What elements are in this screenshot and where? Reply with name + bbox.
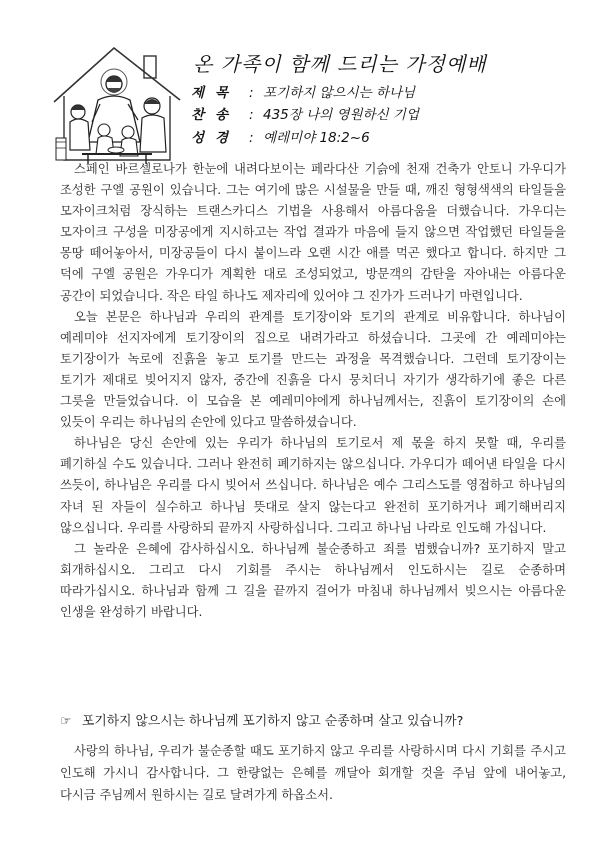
sermon-body bbox=[60, 159, 566, 623]
meta-row-topic: 제목 : 포기하지 않으시는 하나님 bbox=[191, 81, 571, 101]
body-paragraph: 하나님은 당신 손안에 있는 우리가 하나님의 토기로서 제 몫을 하지 못할 때, 우리를 폐기하실 수도 있습니다. 그러나 완전히 폐기하지는 않으십니다. 가우디가 떼어낸 타일을 다시 쓰듯이, 하나님은 우리를 다시 빚어서 쓰십니다. 하나님은 예수 그리스도를 영접하고 하나님의 자녀 된 자들이 실수하고 하나님 뜻대로 살지 않는다고 완전히 포기하거나 폐기해버리지 않으십니다. 우리를 사랑하되 끝까지 사랑하십니다. 그리고 하나님 나라로 인도해 가십니다. bbox=[60, 436, 566, 535]
question-text: 포기하지 않으시는 하나님께 포기하지 않고 순종하며 살고 있습니까? bbox=[82, 714, 464, 729]
prayer-text: 사랑의 하나님, 우리가 불순종할 때도 포기하지 않고 우리를 사랑하시며 다시 기회를 주시고 인도해 가시니 감사합니다. 그 한량없는 은혜를 깨달아 회개할 것을 주님 앞에 내어놓고, 다시금 주님께서 원하시는 길로 달려가게 하옵소서. bbox=[60, 744, 566, 802]
body-paragraph: 그 놀라운 은혜에 감사하십시오. 하나님께 불순종하고 죄를 범했습니까? 포기하지 말고 회개하십시오. 그리고 다시 기회를 주시는 하나님께서 인도하시는 길로 순종하며 따라가십시오. 하나님과 함께 그 길을 끝까지 걸어가 마침내 하나님께서 빚으시는 아름다운 인생을 완성하기 바랍니다. bbox=[60, 541, 566, 619]
meta-label: 제목 bbox=[191, 85, 240, 101]
page-title: 온 가족이 함께 드리는 가정예배 bbox=[193, 52, 487, 76]
meta-label: 찬송 bbox=[191, 107, 240, 123]
body-paragraph: 오늘 본문은 하나님과 우리의 관계를 토기장이와 토기의 관계로 비유합니다. 하나님이 예레미야 선지자에게 토기장이의 집으로 내려가라고 하셨습니다. 그곳에 간 예레미야는 토기장이가 녹로에 진흙을 놓고 토기를 만드는 과정을 목격했습니다. 그런데 토기장이는 토기가 제대로 빚어지지 않자, 중간에 진흙을 다시 뭉치더니 자기가 생각하기에 좋은 다른 그릇을 만들었습니다. 이 모습을 본 예레미야에게 하나님께서는, 진흙이 토기장이의 손에 있듯이 우리는 하나님의 손안에 있다고 말씀하셨습니다. bbox=[60, 309, 566, 430]
meta-row-hymn: 찬송 : 435장 나의 영원하신 기업 bbox=[191, 103, 571, 123]
pointing-hand-icon: ☞ bbox=[60, 714, 72, 729]
meta-row-scripture: 성경 : 예레미야 18:2~6 bbox=[191, 126, 571, 146]
reflection-question bbox=[60, 710, 566, 729]
meta-value: 435장 나의 영원하신 기업 bbox=[263, 107, 420, 123]
meta-label: 성경 bbox=[191, 130, 240, 146]
family-house-with-jesus-illustration bbox=[48, 42, 186, 170]
body-paragraph: 스페인 바르셀로나가 한눈에 내려다보이는 페라다산 기슭에 천재 건축가 안토니 가우디가 조성한 구엘 공원이 있습니다. 그는 여기에 많은 시설물을 만들 때, 깨진 형형색색의 타일들을 모자이크처럼 장식하는 트랜스카디스 기법을 사용해서 아름다움을 더했습니다. 가우디는 모자이크 구성을 미장공에게 지시하고는 작업 결과가 마음에 들지 않으면 작업했던 타일들을 몽땅 떼어놓아서, 미장공들이 다시 붙이느라 오랜 시간 애를 먹곤 했다고 합니다. 하지만 그 덕에 구엘 공원은 가우디가 계획한 대로 조성되었고, 방문객의 감탄을 자아내는 아름다운 공간이 되었습니다. 작은 타일 하나도 제자리에 있어야 그 진가가 드러나기 마련입니다. bbox=[60, 162, 566, 303]
meta-value: 예레미야 18:2~6 bbox=[263, 130, 370, 146]
closing-prayer bbox=[60, 740, 566, 806]
meta-value: 포기하지 않으시는 하나님 bbox=[263, 85, 416, 101]
